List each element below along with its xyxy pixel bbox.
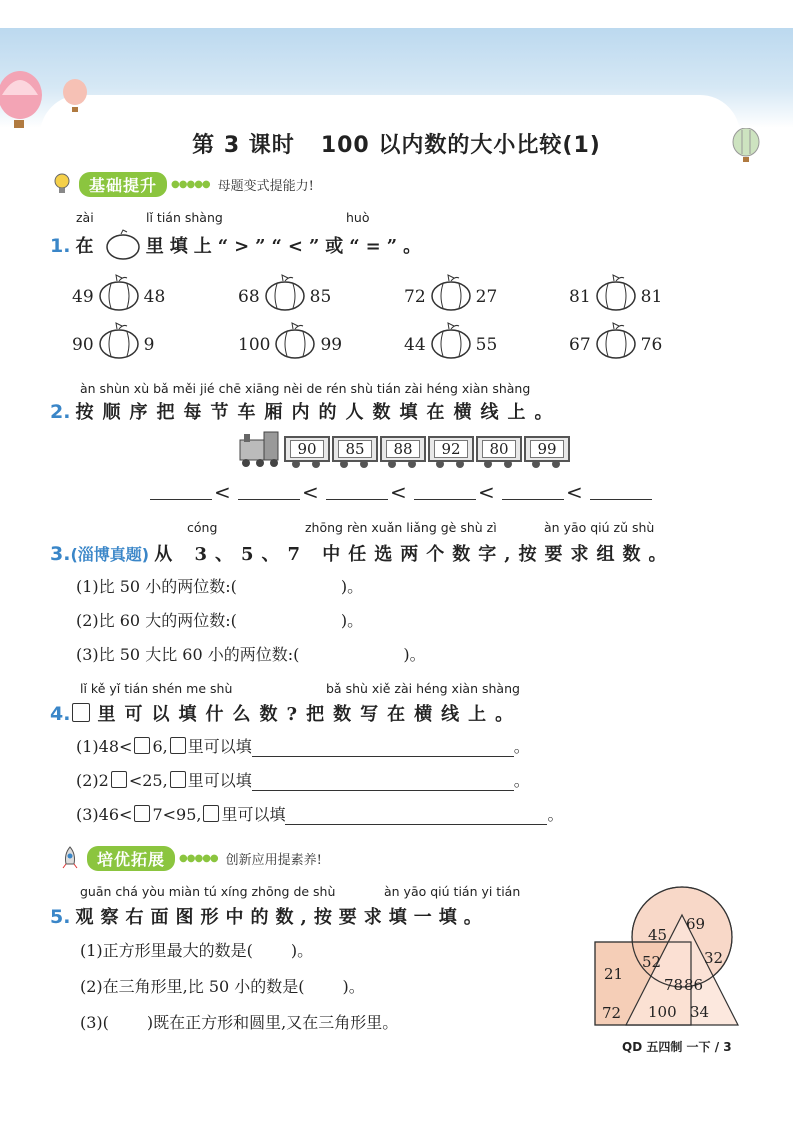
less-than-sign: < bbox=[214, 480, 231, 504]
figure-number: 45 bbox=[648, 926, 668, 944]
comparison-item bbox=[238, 272, 331, 312]
left-number: 90 bbox=[72, 335, 94, 355]
figure-number: 21 bbox=[604, 965, 624, 983]
comparison-item bbox=[72, 272, 165, 312]
figure-number: 86 bbox=[684, 976, 704, 994]
right-number: 99 bbox=[320, 335, 343, 355]
q3-item-1: (1)比 50 小的两位数:( )。 bbox=[76, 577, 364, 596]
wheel bbox=[484, 460, 492, 468]
page-title bbox=[0, 128, 793, 159]
left-number: 72 bbox=[404, 287, 426, 307]
wheel bbox=[436, 460, 444, 468]
question-2 bbox=[50, 398, 562, 424]
question-number: 5. bbox=[50, 906, 71, 928]
right-number: 85 bbox=[309, 287, 332, 307]
pinyin: bǎ shù xiě zài héng xiàn shàng bbox=[326, 681, 520, 696]
order-blank[interactable] bbox=[150, 481, 212, 500]
q4-item-1: (1)48< 6, 里可以填 。 bbox=[76, 737, 530, 756]
wagon-number: 99 bbox=[530, 440, 564, 458]
wheel bbox=[388, 460, 396, 468]
pumpkin-answer-icon[interactable] bbox=[263, 272, 307, 312]
blank-box bbox=[170, 771, 186, 788]
pinyin: huò bbox=[346, 210, 370, 225]
question-4 bbox=[50, 700, 522, 726]
question-source: (淄博真题) bbox=[70, 545, 150, 564]
pumpkin-answer-icon[interactable] bbox=[594, 320, 638, 360]
pinyin: cóng bbox=[187, 520, 218, 535]
comparison-item bbox=[569, 272, 662, 312]
question-1 bbox=[50, 228, 427, 260]
left-number: 49 bbox=[72, 287, 94, 307]
blank-box bbox=[72, 703, 90, 722]
less-than-sign: < bbox=[566, 480, 583, 504]
figure-number: 72 bbox=[602, 1004, 622, 1022]
pumpkin-answer-icon[interactable] bbox=[594, 272, 638, 312]
pinyin: zhōng rèn xuǎn liǎng gè shù zì bbox=[305, 520, 497, 535]
dots: ●●●●● bbox=[171, 178, 210, 190]
question-text: 在 bbox=[75, 236, 100, 257]
wheel bbox=[292, 460, 300, 468]
wagon bbox=[524, 436, 570, 462]
left-number: 44 bbox=[404, 335, 426, 355]
wagon bbox=[332, 436, 378, 462]
blank-box[interactable] bbox=[134, 805, 150, 822]
wagon bbox=[380, 436, 426, 462]
answer-line[interactable] bbox=[285, 806, 547, 825]
comparison-item bbox=[238, 320, 342, 360]
wheel bbox=[532, 460, 540, 468]
order-blank[interactable] bbox=[502, 481, 564, 500]
order-blank[interactable] bbox=[414, 481, 476, 500]
q3-item-3: (3)比 50 大比 60 小的两位数:( )。 bbox=[76, 645, 426, 664]
lesson-number: 第 3 课时 bbox=[192, 133, 295, 158]
wheel bbox=[360, 460, 368, 468]
dots: ●●●●● bbox=[179, 852, 218, 864]
pumpkin-icon bbox=[105, 228, 141, 260]
blank-box bbox=[170, 737, 186, 754]
section-label: 培优拓展 bbox=[87, 846, 175, 871]
question-text: 按顺序把每节车厢内的人数填在横线上。 bbox=[75, 402, 562, 423]
wheel bbox=[456, 460, 464, 468]
comparison-item bbox=[404, 272, 497, 312]
less-than-sign: < bbox=[478, 480, 495, 504]
pinyin: zài bbox=[76, 210, 94, 225]
figure-number: 78 bbox=[664, 976, 684, 994]
figure-number: 32 bbox=[704, 949, 724, 967]
pinyin: lǐ tián shàng bbox=[146, 210, 223, 225]
question-number: 4. bbox=[50, 703, 71, 725]
wagon-number: 92 bbox=[434, 440, 468, 458]
pumpkin-answer-icon[interactable] bbox=[97, 272, 141, 312]
wagon-number: 88 bbox=[386, 440, 420, 458]
pinyin: àn yāo qiú tián yi tián bbox=[384, 884, 521, 899]
answer-line[interactable] bbox=[252, 772, 514, 791]
wagon-number: 90 bbox=[290, 440, 324, 458]
q5-item-1: (1)正方形里最大的数是( )。 bbox=[80, 941, 314, 960]
right-number: 48 bbox=[143, 287, 166, 307]
page-footer: QD 五四制 一下 / 3 bbox=[622, 1040, 732, 1054]
blank-box bbox=[203, 805, 219, 822]
question-text: 里可以填什么数?把数写在横线上。 bbox=[97, 704, 523, 725]
question-number: 2. bbox=[50, 401, 71, 423]
wheel bbox=[504, 460, 512, 468]
answer-line[interactable] bbox=[252, 738, 514, 757]
pumpkin-answer-icon[interactable] bbox=[429, 320, 473, 360]
left-number: 68 bbox=[238, 287, 260, 307]
pinyin: guān chá yòu miàn tú xíng zhōng de shù bbox=[80, 884, 336, 899]
question-3 bbox=[50, 540, 675, 566]
right-number: 81 bbox=[640, 287, 663, 307]
order-blank[interactable] bbox=[326, 481, 388, 500]
order-blank[interactable] bbox=[238, 481, 300, 500]
order-blank[interactable] bbox=[590, 481, 652, 500]
wagon bbox=[284, 436, 330, 462]
pinyin: àn yāo qiú zǔ shù bbox=[544, 520, 655, 535]
question-text: 里填上“>”“<”或“=”。 bbox=[145, 236, 428, 257]
wagon bbox=[476, 436, 522, 462]
locomotive-icon bbox=[234, 430, 284, 470]
wheel bbox=[552, 460, 560, 468]
blank-box[interactable] bbox=[134, 737, 150, 754]
q5-item-2: (2)在三角形里,比 50 小的数是( )。 bbox=[80, 977, 365, 996]
question-number: 1. bbox=[50, 235, 71, 257]
question-text: 观察右面图形中的数,按要求填一填。 bbox=[75, 907, 489, 928]
figure-number: 69 bbox=[686, 915, 706, 933]
right-number: 55 bbox=[475, 335, 498, 355]
pinyin: àn shùn xù bǎ měi jié chē xiāng nèi de rén shù tián zài héng xiàn shàng bbox=[80, 381, 531, 396]
pumpkin-answer-icon[interactable] bbox=[273, 320, 317, 360]
less-than-sign: < bbox=[302, 480, 319, 504]
pumpkin-answer-icon[interactable] bbox=[429, 272, 473, 312]
pinyin: lǐ kě yǐ tián shén me shù bbox=[80, 681, 233, 696]
comparison-item bbox=[72, 320, 154, 360]
comparison-item bbox=[569, 320, 662, 360]
figure-number: 52 bbox=[642, 953, 662, 971]
wheel bbox=[312, 460, 320, 468]
q4-item-2: (2)2 <25, 里可以填 。 bbox=[76, 771, 530, 790]
left-number: 67 bbox=[569, 335, 591, 355]
pumpkin-answer-icon[interactable] bbox=[97, 320, 141, 360]
section-tagline: 创新应用提素养! bbox=[225, 852, 322, 868]
less-than-sign: < bbox=[390, 480, 407, 504]
q4-item-3: (3)46< 7<95, 里可以填 。 bbox=[76, 805, 564, 824]
question-text: 从 3、5、7 中任选两个数字,按要求组数。 bbox=[154, 544, 675, 565]
shapes-figure bbox=[590, 885, 740, 1030]
right-number: 27 bbox=[475, 287, 498, 307]
wheel bbox=[408, 460, 416, 468]
left-number: 100 bbox=[238, 335, 271, 355]
section-tagline: 母题变式提能力! bbox=[217, 178, 314, 194]
right-number: 76 bbox=[640, 335, 663, 355]
q5-item-3: (3)( )既在正方形和圆里,又在三角形里。 bbox=[80, 1013, 399, 1032]
figure-number: 100 bbox=[648, 1003, 677, 1021]
left-number: 81 bbox=[569, 287, 591, 307]
lesson-topic: 100 以内数的大小比较(1) bbox=[320, 133, 601, 158]
wagon-number: 80 bbox=[482, 440, 516, 458]
blank-box[interactable] bbox=[111, 771, 127, 788]
section-advanced bbox=[63, 847, 322, 869]
right-number: 9 bbox=[143, 335, 155, 355]
question-number: 3. bbox=[50, 543, 71, 565]
wagon-number: 85 bbox=[338, 440, 372, 458]
section-label: 基础提升 bbox=[79, 172, 167, 197]
section-basic bbox=[55, 173, 314, 195]
wagon bbox=[428, 436, 474, 462]
question-5 bbox=[50, 903, 489, 929]
figure-number: 34 bbox=[690, 1003, 710, 1021]
comparison-item bbox=[404, 320, 497, 360]
wheel bbox=[340, 460, 348, 468]
q3-item-2: (2)比 60 大的两位数:( )。 bbox=[76, 611, 364, 630]
